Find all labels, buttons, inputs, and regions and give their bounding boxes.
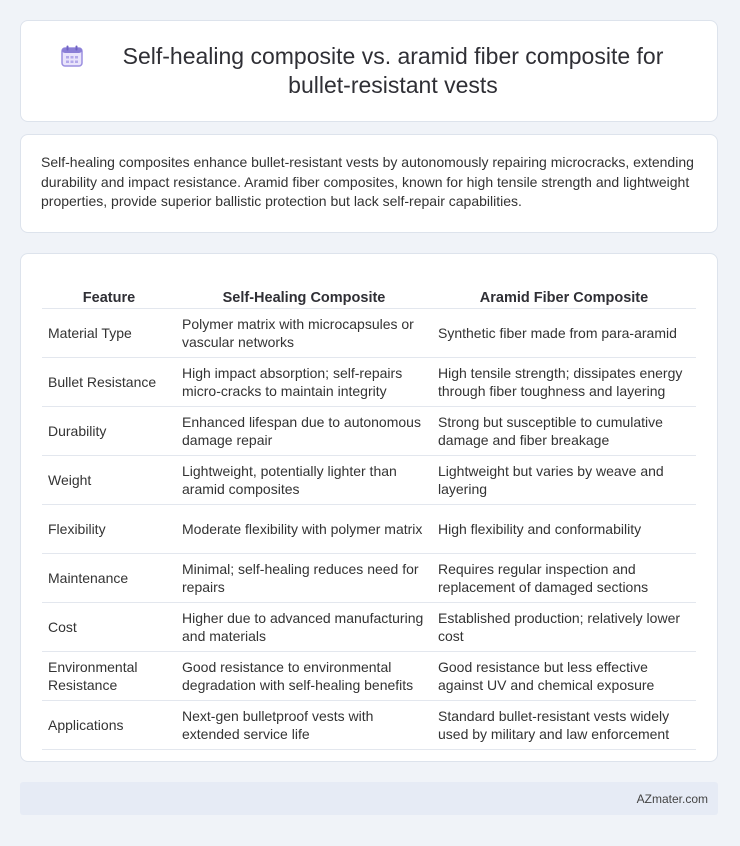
column-header-aramid: Aramid Fiber Composite	[432, 274, 696, 309]
aramid-cell: Standard bullet-resistant vests widely used by military and law enforcement	[432, 701, 696, 750]
feature-cell: Material Type	[42, 309, 176, 358]
summary-card	[20, 134, 718, 233]
self-healing-cell: Enhanced lifespan due to autonomous damage repair	[176, 407, 432, 456]
aramid-cell: High tensile strength; dissipates energy through fiber toughness and layering	[432, 358, 696, 407]
table-header-row	[42, 274, 696, 309]
comparison-table-card	[20, 253, 718, 762]
comparison-table	[42, 274, 696, 750]
table-row	[42, 505, 696, 554]
aramid-cell: Requires regular inspection and replacement of damaged sections	[432, 554, 696, 603]
self-healing-cell: Polymer matrix with microcapsules or vascular networks	[176, 309, 432, 358]
page-title: Self-healing composite vs. aramid fiber composite for bullet-resistant vests	[122, 43, 664, 98]
table-row	[42, 652, 696, 701]
feature-cell: Maintenance	[42, 554, 176, 603]
self-healing-cell: Minimal; self-healing reduces need for repairs	[176, 554, 432, 603]
table-row	[42, 701, 696, 750]
self-healing-cell: Moderate flexibility with polymer matrix	[176, 505, 432, 554]
self-healing-cell: Next-gen bulletproof vests with extended service life	[176, 701, 432, 750]
feature-cell: Flexibility	[42, 505, 176, 554]
title-card	[20, 20, 718, 122]
feature-cell: Durability	[42, 407, 176, 456]
self-healing-cell: High impact absorption; self-repairs micro-cracks to maintain integrity	[176, 358, 432, 407]
footer	[20, 782, 718, 815]
column-header-self-healing: Self-Healing Composite	[176, 274, 432, 309]
feature-cell: Applications	[42, 701, 176, 750]
aramid-cell: Strong but susceptible to cumulative damage and fiber breakage	[432, 407, 696, 456]
table-row	[42, 309, 696, 358]
aramid-cell: Good resistance but less effective against UV and chemical exposure	[432, 652, 696, 701]
table-row	[42, 603, 696, 652]
feature-cell: Weight	[42, 456, 176, 505]
self-healing-cell: Higher due to advanced manufacturing and materials	[176, 603, 432, 652]
table-row	[42, 358, 696, 407]
aramid-cell: Lightweight but varies by weave and layering	[432, 456, 696, 505]
self-healing-cell: Good resistance to environmental degradation with self-healing benefits	[176, 652, 432, 701]
table-row	[42, 554, 696, 603]
aramid-cell: Established production; relatively lower cost	[432, 603, 696, 652]
self-healing-cell: Lightweight, potentially lighter than aramid composites	[176, 456, 432, 505]
aramid-cell: Synthetic fiber made from para-aramid	[432, 309, 696, 358]
feature-cell: Environmental Resistance	[42, 652, 176, 701]
calendar-icon	[60, 44, 84, 68]
aramid-cell: High flexibility and conformability	[432, 505, 696, 554]
table-row	[42, 407, 696, 456]
table-row	[42, 456, 696, 505]
title-wrap	[60, 42, 678, 100]
feature-cell: Cost	[42, 603, 176, 652]
source-label: AZmater.com	[636, 791, 708, 806]
feature-cell: Bullet Resistance	[42, 358, 176, 407]
column-header-feature: Feature	[42, 274, 176, 309]
summary-text: Self-healing composites enhance bullet-resistant vests by autonomously repairing microcracks, extending durability and impact resistance. Aramid fiber composites, known for high tensile strength and lightweight properties, provide superior ballistic protection but lack self-repair capabilities.	[41, 154, 694, 209]
